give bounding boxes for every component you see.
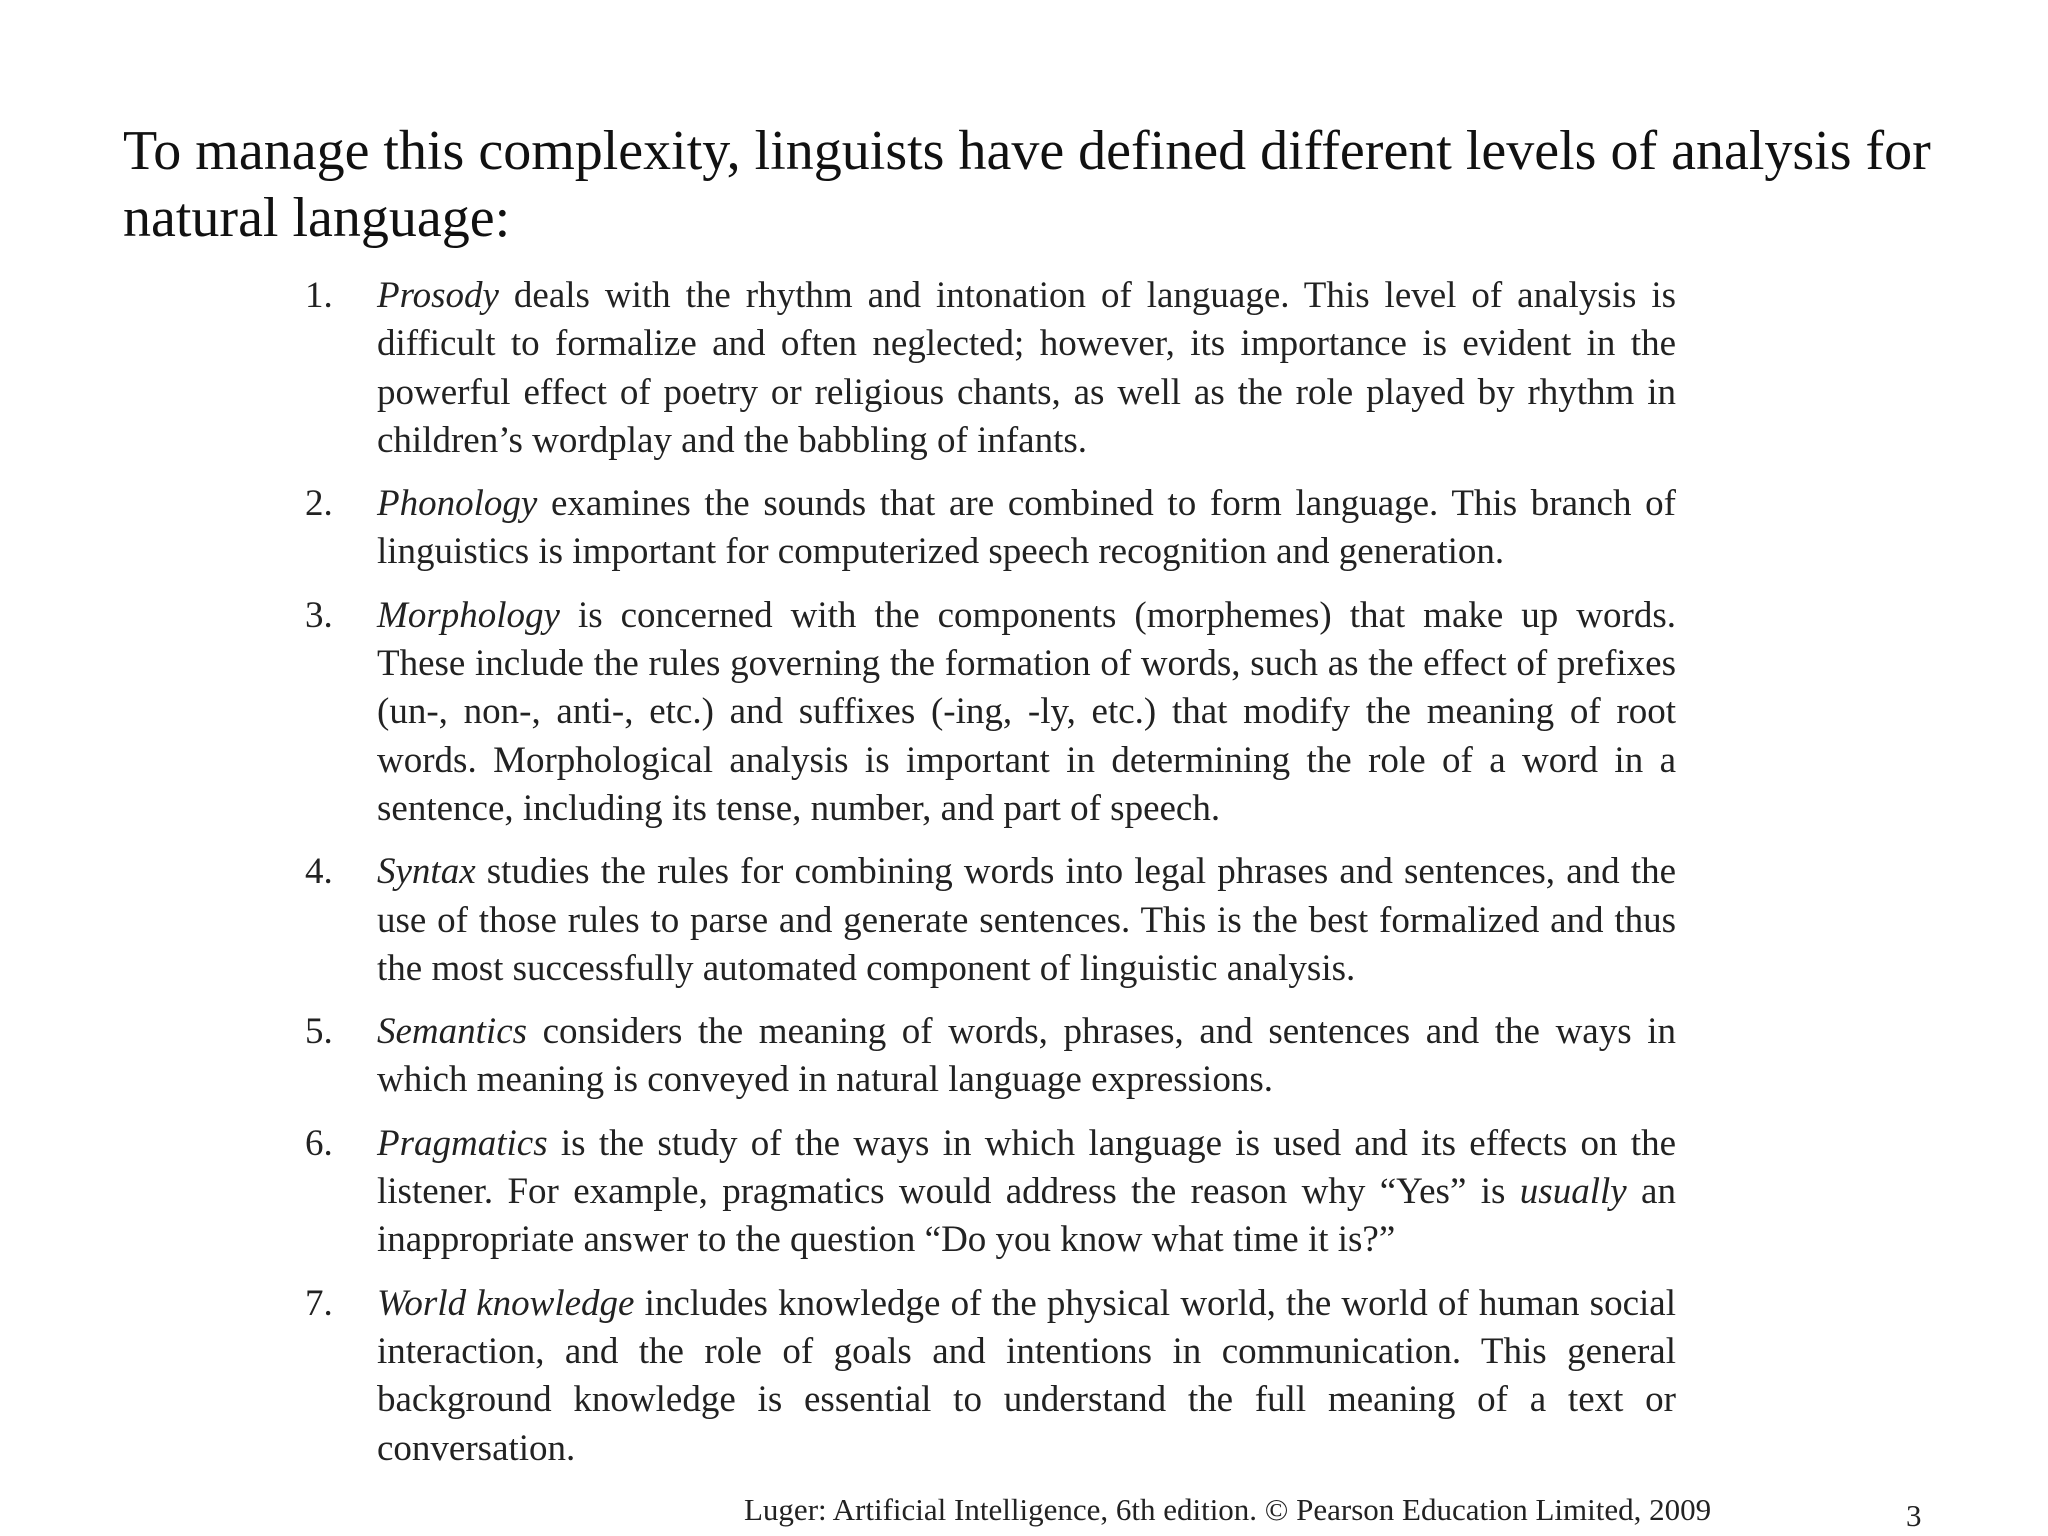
item-emphasis: usually [1519,1171,1627,1213]
analysis-levels-list [300,272,1676,1488]
list-item [300,592,1676,833]
item-text: is the study of the ways in which language is used and its effects on the listener. For example, pragmatics would address the reason why “Yes” is [377,1122,1676,1213]
list-item [300,480,1676,577]
item-text: is concerned with the components (morphemes) that make up words. These include the rules governing the formation of words, such as the effect of prefixes (un-, non-, anti-, etc.) and suffixes (-ing, -ly, etc.) that modify the meaning of root words. Morphological analysis is important in determining the role of a word in a sentence, including its tense, number, and part of speech. [377,594,1676,829]
item-term: Semantics [377,1011,528,1053]
list-item [300,272,1676,465]
list-item [300,1280,1676,1473]
footer-citation: Luger: Artificial Intelligence, 6th edition. © Pearson Education Limited, 2009 [744,1492,1712,1527]
item-text: considers the meaning of words, phrases, and sentences and the ways in which meaning is conveyed in natural language expressions. [377,1011,1676,1101]
item-number: 7. [305,1282,333,1324]
item-number: 2. [305,483,333,525]
item-text: deals with the rhythm and intonation of language. This level of analysis is difficult to formalize and often neglected; however, its importance is evident in the powerful effect of poetry or religious chants, as well as the role played by rhythm in children’s wordplay and the babbling of infants. [377,275,1676,461]
item-number: 1. [305,275,333,316]
item-term: Prosody [377,275,499,316]
item-number: 6. [305,1122,333,1164]
item-number: 5. [305,1011,333,1053]
slide-heading: To manage this complexity, linguists have defined different levels of analysis for natural language: [123,120,1931,249]
item-number: 4. [305,851,333,893]
item-term: Phonology [377,483,538,525]
item-text: examines the sounds that are combined to form language. This branch of linguistics is important for computerized speech recognition and generation. [377,483,1676,573]
list-item [300,848,1676,993]
item-term: Syntax [377,851,476,893]
item-text-continued: an inappropriate answer to the question “Do you know what time it is?” [377,1171,1676,1261]
list-item [300,1008,1676,1105]
item-number: 3. [305,594,333,636]
item-text: studies the rules for combining words into legal phrases and sentences, and the use of those rules to parse and generate sentences. This is the best formalized and thus the most successfully automated component of linguistic analysis. [377,851,1676,989]
item-text: includes knowledge of the physical world, the world of human social interaction, and the role of goals and intentions in communication. This general background knowledge is essential to understand the full meaning of a text or conversation. [377,1282,1676,1469]
page-number: 3 [1906,1498,1922,1533]
item-term: Morphology [377,594,560,636]
item-term: Pragmatics [377,1122,548,1164]
item-term: World knowledge [377,1282,635,1324]
list-item [300,1120,1676,1265]
